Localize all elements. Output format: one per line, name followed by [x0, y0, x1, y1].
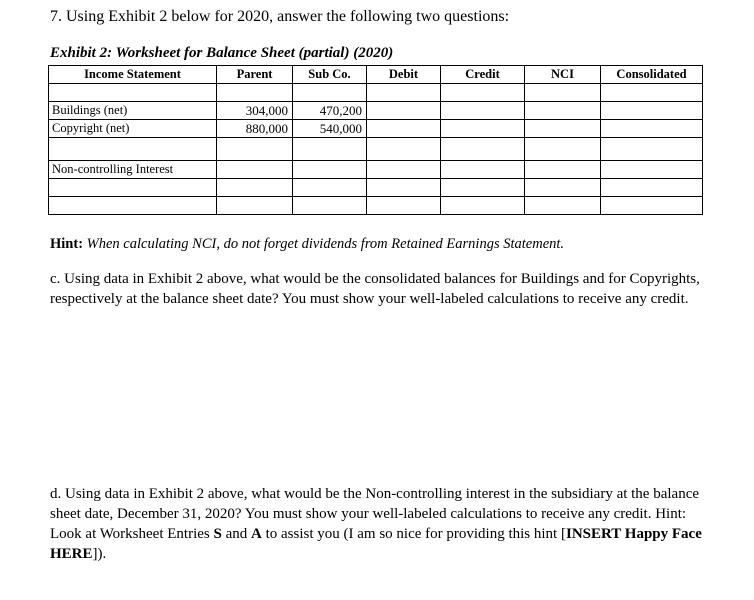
buildings-parent: 304,000	[217, 102, 293, 120]
header-consolidated: Consolidated	[601, 66, 703, 84]
worksheet-header-row	[49, 66, 703, 84]
header-debit: Debit	[367, 66, 441, 84]
row-label-nci: Non-controlling Interest	[49, 161, 217, 179]
entry-a: A	[251, 526, 262, 542]
header-income-statement: Income Statement	[49, 66, 217, 84]
row-label-buildings: Buildings (net)	[49, 102, 217, 120]
copyright-sub: 540,000	[293, 120, 367, 138]
table-row	[49, 197, 703, 215]
buildings-sub: 470,200	[293, 102, 367, 120]
header-credit: Credit	[441, 66, 525, 84]
hint-body: When calculating NCI, do not forget dividends from Retained Earnings Statement.	[86, 236, 565, 252]
part-c-question: c. Using data in Exhibit 2 above, what would be the consolidated balances for Buildings and for Copyrights, respectively at the balance sheet date? You must show your well-labeled calculations to receive any credit.	[50, 271, 700, 307]
row-label-copyright: Copyright (net)	[49, 120, 217, 138]
happy-face-placeholder: INSERT Happy Face HERE	[50, 526, 702, 562]
table-row	[49, 179, 703, 197]
hint-label: Hint	[50, 236, 79, 252]
header-nci: NCI	[525, 66, 601, 84]
copyright-parent: 880,000	[217, 120, 293, 138]
table-row	[49, 161, 703, 179]
table-row	[49, 120, 703, 138]
worksheet-table	[48, 65, 703, 215]
table-row	[49, 84, 703, 102]
header-sub-co: Sub Co.	[293, 66, 367, 84]
exhibit-title: Exhibit 2: Worksheet for Balance Sheet (partial) (2020)	[50, 45, 394, 61]
question-title: 7. Using Exhibit 2 below for 2020, answer the following two questions:	[50, 8, 510, 25]
table-row	[49, 102, 703, 120]
header-parent: Parent	[217, 66, 293, 84]
part-d-question: d. Using data in Exhibit 2 above, what would be the Non-controlling interest in the subsidiary at the balance sheet date, December 31, 2020? You must show your well-labeled calculations to receive any credit. Hint: Look at Worksheet Entries S and A to assist you (I am so nice for providing this hint [INSERT Happy Face HERE]).	[50, 486, 702, 562]
table-row	[49, 138, 703, 161]
hint-text: Hint: When calculating NCI, do not forget dividends from Retained Earnings Statement.	[50, 236, 565, 252]
entry-s: S	[213, 526, 222, 542]
